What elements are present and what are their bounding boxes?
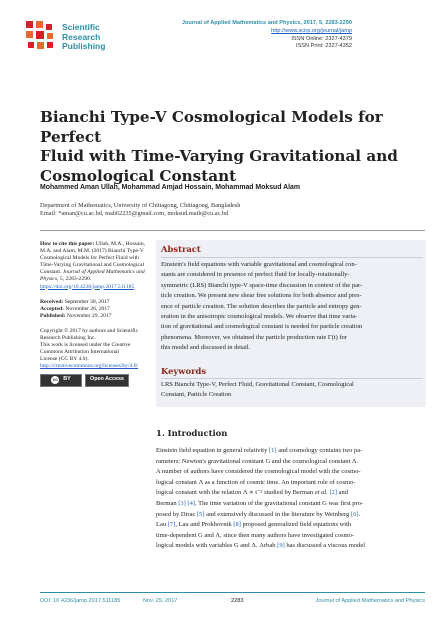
header-divider [40, 230, 425, 231]
journal-citation: Journal of Applied Mathematics and Physics, 2017, 5, 2283-2290 [181, 20, 352, 26]
copyright-text: Copyright © 2017 by authors and Scientific Research Publishing Inc. [40, 327, 139, 342]
footer-journal-name: Journal of Applied Mathematics and Physics [315, 598, 425, 604]
intro-line: rameters: Newton's gravitational constant G and the cosmological constant Λ. [156, 457, 359, 465]
intro-line [156, 488, 426, 499]
title-line-2: Fluid with Time-Varying Gravitational and [40, 147, 398, 165]
intro-line: time-dependent G and Λ, since then many authors have investigated cosmo- [156, 531, 355, 539]
intro-text-span: Lau [156, 521, 168, 529]
abstract-line: stants are considered in presence of perfect fluid for locally-rotationally- [161, 271, 350, 279]
citation-block [40, 241, 148, 291]
dates-block [40, 299, 148, 320]
intro-text-span: Einstein field equation in general relativity [156, 447, 269, 454]
author-list: Mohammed Aman Ullah, Mohammad Amjad Hossain, Mohammad Moksud Alam [40, 184, 300, 191]
introduction-text [156, 446, 426, 552]
reference-link[interactable]: [2] [329, 489, 338, 497]
abstract-text [161, 260, 425, 354]
reference-link[interactable]: [4] [187, 499, 196, 507]
publisher-name-line2: Research [62, 31, 101, 42]
affiliation: Department of Mathematics, University of Chittagong, Chittagong, Bangladesh [40, 202, 241, 209]
intro-text-span: has discussed a viscous model [284, 542, 366, 550]
introduction-heading: 1. Introduction [156, 428, 228, 438]
scirp-logo-icon [24, 19, 58, 53]
abstract-line: tion of gravitational and cosmological constant is needed for particle creation [161, 323, 363, 331]
by-label: BY [63, 376, 71, 383]
sidebar [40, 241, 148, 387]
title-line-1: Bianchi Type-V Cosmological Models for Perfect [40, 108, 383, 146]
intro-line [156, 541, 426, 552]
title-line-3: Cosmological Constant [40, 166, 237, 185]
license-line-3: License (CC BY 4.0). [40, 356, 89, 363]
footer-divider [40, 592, 425, 593]
intro-line [156, 510, 426, 521]
received-row [40, 299, 148, 306]
intro-text-span: and cosmology contains two pa- [276, 447, 363, 454]
abstract-heading: Abstract [161, 244, 201, 254]
abstract-line: ence of particle creation. The solution describes the particle and entropy gen- [161, 302, 362, 310]
keywords-line-1: LRS Bianchi Type-V, Perfect Fluid, Gravitational Constant, Cosmological [161, 381, 354, 388]
affiliation-block [40, 202, 400, 219]
issn-online: ISSN Online: 2327-4379 [291, 35, 352, 42]
intro-line [156, 499, 426, 510]
abstract-line: Einstein's field equations with variable gravitational and cosmological con- [161, 261, 357, 268]
abstract-line: phenomena. Moreover, we obtained the particle production rate Γ(t) for [161, 333, 347, 341]
footer [40, 598, 425, 608]
copyright-block [40, 328, 148, 371]
keywords-rule [161, 378, 423, 379]
journal-url-link[interactable]: http://www.scirp.org/journal/jamp [271, 27, 352, 34]
intro-text-span: proposed generalized field equations with [240, 521, 352, 529]
intro-text-span: and extensively discussed in the literature by Weinberg [204, 510, 351, 518]
abstract-rule [161, 257, 423, 258]
keywords-heading: Keywords [161, 366, 207, 376]
abstract-line: this model and discussed in detail. [161, 344, 251, 352]
cite-journal: Journal of Applied Mathematics and Physics, [40, 269, 145, 283]
intro-text-span: Berman [156, 499, 179, 507]
license-line-1: This work is licensed under the Creative [40, 342, 131, 349]
publisher-name-line3: Publishing [62, 41, 106, 51]
intro-line [156, 446, 426, 457]
published-row [40, 313, 148, 320]
keywords-text [161, 380, 425, 399]
received-label: Received: [40, 298, 64, 305]
reference-link[interactable]: [8] [233, 521, 241, 529]
cite-text: Ullah, M.A., Hossain, M.A. and Alam, M.M. (2017) Bianchi Type-V Cosmological Models for Perfect Fluid with Time-Varying Gravitational and Cosmological Constant. [40, 241, 146, 276]
license-line-2: Commons Attribution International [40, 349, 119, 356]
footer-date: Nov. 29, 2017 [143, 598, 178, 604]
keywords-line-2: Constant, Particle Creation [161, 390, 232, 398]
intro-text-span: logical constant with the relation Λ ∝ t⁻² studied by Berman [156, 489, 315, 497]
paper-title [40, 108, 400, 186]
received-date: September 30, 2017 [64, 298, 110, 305]
intro-text-span: and [337, 489, 349, 497]
reference-link[interactable]: [3] [178, 499, 186, 507]
intro-text-span: . The time variation of the gravitational constant G was first pro- [195, 499, 364, 507]
license-badges [40, 374, 148, 387]
published-label: Published: [40, 312, 66, 319]
intro-line: logical constant Λ as a function of cosmic time. An important role of cosmo- [156, 478, 356, 486]
journal-info [132, 20, 352, 51]
intro-text-span: . [358, 510, 361, 518]
reference-link[interactable]: [9] [277, 542, 285, 550]
cite-doi-link[interactable]: https://doi.org/10.4236/jamp.2017.511185 [40, 283, 135, 290]
license-url-link[interactable]: http://creativecommons.org/licenses/by/4.0/ [40, 363, 139, 370]
reference-link[interactable]: [6] [350, 510, 359, 518]
intro-text-span: posed by Dirac [156, 510, 197, 518]
issn-print: ISSN Print: 2327-4352 [296, 43, 352, 50]
reference-link[interactable]: [1] [269, 447, 277, 454]
intro-line: A number of authors have considered the cosmological model with the cosmo- [156, 468, 361, 476]
author-emails: Email: *aman@cu.ac.bd, mah62235@gmail.com, moksud.math@cu.ac.bd [40, 210, 229, 218]
page-number: 2283 [231, 598, 244, 604]
open-access-badge[interactable] [85, 374, 129, 387]
published-date: November 29, 2017 [66, 312, 112, 319]
accepted-row [40, 306, 148, 313]
abstract-line: eration in the anisotropic cosmological models. We observe that time varia- [161, 313, 358, 321]
cc-by-badge[interactable] [40, 374, 82, 387]
intro-line [156, 520, 426, 531]
abstract-line: ticle creation. We present new shear free solutions for both absence and pres- [161, 292, 362, 300]
reference-link[interactable]: [5] [196, 510, 205, 518]
publisher-name-line1: Scientific [62, 22, 100, 32]
abstract-line: symmetric (LRS) Bianchi type-V space-time discussion in context of the par- [161, 281, 363, 289]
footer-doi: DOI: 10.4236/jamp.2017.511185 [40, 598, 121, 604]
cite-label: How to cite this paper: [40, 241, 95, 247]
open-access-label: Open Access [90, 376, 124, 383]
cite-pages: 5, 2283-2290. [59, 276, 92, 283]
accepted-date: November 26, 2017 [65, 305, 110, 312]
reference-link[interactable]: [7] [167, 521, 176, 529]
intro-text-span: et al. [314, 489, 328, 497]
accepted-label: Accepted: [40, 305, 64, 312]
intro-text-span: logical models with variables G and Λ. Arbab [156, 542, 278, 550]
cc-icon: cc [52, 377, 58, 382]
intro-text-span: , Lau and Prokhovnik [175, 521, 234, 529]
